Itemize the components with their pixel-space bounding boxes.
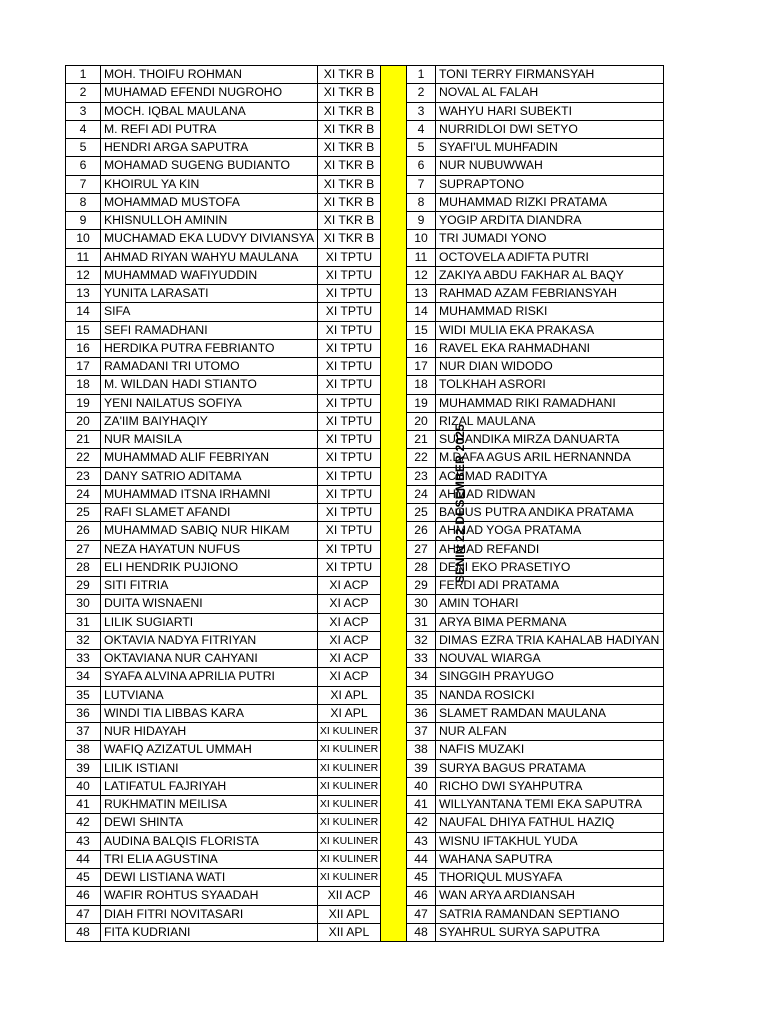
left-row-number: 24 [66,485,101,503]
right-row-number: 34 [407,668,436,686]
right-person-name: SYAFI'UL MUHFADIN [436,139,664,157]
right-row-number: 26 [407,522,436,540]
right-row-number: 21 [407,431,436,449]
left-student-class: XI TKR B [318,66,381,84]
right-person-name: DIMAS EZRA TRIA KAHALAB HADIYAN [436,631,664,649]
right-row-number: 46 [407,887,436,905]
left-student-name: NUR HIDAYAH [101,723,318,741]
table-row [66,613,664,631]
left-row-number: 21 [66,431,101,449]
right-person-name: OCTOVELA ADIFTA PUTRI [436,248,664,266]
left-row-number: 20 [66,412,101,430]
left-row-number: 43 [66,832,101,850]
table-row [66,339,664,357]
left-row-number: 26 [66,522,101,540]
left-student-name: WAFIQ AZIZATUL UMMAH [101,741,318,759]
left-row-number: 9 [66,212,101,230]
table-row [66,558,664,576]
right-row-number: 41 [407,796,436,814]
left-student-class: XI ACP [318,595,381,613]
right-row-number: 12 [407,266,436,284]
right-person-name: WIDI MULIA EKA PRAKASA [436,321,664,339]
left-student-class: XII APL [318,905,381,923]
table-row [66,358,664,376]
table-row [66,485,664,503]
left-student-class: XI TPTU [318,339,381,357]
table-row [66,540,664,558]
left-row-number: 23 [66,467,101,485]
left-student-name: MOHAMMAD MUSTOFA [101,193,318,211]
table-row [66,285,664,303]
right-person-name: AMIN TOHARI [436,595,664,613]
right-row-number: 17 [407,358,436,376]
left-student-class: XII ACP [318,887,381,905]
left-student-name: TRI ELIA AGUSTINA [101,850,318,868]
right-row-number: 22 [407,449,436,467]
table-row [66,577,664,595]
right-person-name: SLAMET RAMDAN MAULANA [436,704,664,722]
left-row-number: 1 [66,66,101,84]
right-row-number: 7 [407,175,436,193]
table-row [66,869,664,887]
left-row-number: 30 [66,595,101,613]
left-student-name: MUHAMAD EFENDI NUGROHO [101,84,318,102]
left-student-class: XI TKR B [318,102,381,120]
left-student-name: DEWI LISTIANA WATI [101,869,318,887]
left-student-name: OKTAVIANA NUR CAHYANI [101,650,318,668]
left-student-name: AUDINA BALQIS FLORISTA [101,832,318,850]
left-student-class: XI TKR B [318,157,381,175]
table-row [66,704,664,722]
left-student-class: XI TKR B [318,120,381,138]
right-row-number: 37 [407,723,436,741]
left-row-number: 28 [66,558,101,576]
left-student-name: MUHAMMAD SABIQ NUR HIKAM [101,522,318,540]
left-row-number: 29 [66,577,101,595]
right-person-name: MUHAMMAD RISKI [436,303,664,321]
left-student-class: XI KULINER [318,777,381,795]
left-student-class: XI TPTU [318,358,381,376]
right-person-name: M.DAFA AGUS ARIL HERNANNDA [436,449,664,467]
left-student-class: XI TPTU [318,376,381,394]
table-row [66,412,664,430]
left-row-number: 15 [66,321,101,339]
left-student-name: WINDI TIA LIBBAS KARA [101,704,318,722]
table-row [66,850,664,868]
left-student-name: OKTAVIA NADYA FITRIYAN [101,631,318,649]
left-row-number: 32 [66,631,101,649]
left-student-class: XI TPTU [318,449,381,467]
right-row-number: 32 [407,631,436,649]
date-label: SENIN 22 DESEMBER 2025 [453,423,468,584]
left-student-class: XI TPTU [318,467,381,485]
left-student-class: XI KULINER [318,814,381,832]
left-row-number: 19 [66,394,101,412]
left-student-name: AHMAD RIYAN WAHYU MAULANA [101,248,318,266]
left-student-class: XI TKR B [318,139,381,157]
left-student-class: XI TKR B [318,230,381,248]
right-person-name: NOVAL AL FALAH [436,84,664,102]
left-student-name: HENDRI ARGA SAPUTRA [101,139,318,157]
right-row-number: 4 [407,120,436,138]
left-row-number: 5 [66,139,101,157]
left-row-number: 42 [66,814,101,832]
right-row-number: 39 [407,759,436,777]
left-student-class: XI KULINER [318,723,381,741]
left-row-number: 4 [66,120,101,138]
table-row [66,595,664,613]
left-student-class: XI TPTU [318,540,381,558]
left-row-number: 35 [66,686,101,704]
left-student-name: DANY SATRIO ADITAMA [101,467,318,485]
right-row-number: 8 [407,193,436,211]
left-student-name: HERDIKA PUTRA FEBRIANTO [101,339,318,357]
table-row [66,102,664,120]
right-row-number: 10 [407,230,436,248]
right-person-name: ARYA BIMA PERMANA [436,613,664,631]
right-row-number: 13 [407,285,436,303]
left-row-number: 12 [66,266,101,284]
right-person-name: BAGUS PUTRA ANDIKA PRATAMA [436,504,664,522]
table-row [66,431,664,449]
table-row [66,266,664,284]
table-row [66,449,664,467]
left-student-name: ZA'IIM BAIYHAQIY [101,412,318,430]
right-row-number: 44 [407,850,436,868]
right-row-number: 27 [407,540,436,558]
left-student-name: MUHAMMAD ITSNA IRHAMNI [101,485,318,503]
left-student-class: XI TPTU [318,431,381,449]
right-person-name: TRI JUMADI YONO [436,230,664,248]
left-student-name: MOHAMAD SUGENG BUDIANTO [101,157,318,175]
left-row-number: 46 [66,887,101,905]
left-student-name: LILIK ISTIANI [101,759,318,777]
table-row [66,668,664,686]
left-row-number: 48 [66,923,101,941]
right-row-number: 15 [407,321,436,339]
right-person-name: FERDI ADI PRATAMA [436,577,664,595]
attendance-sheet [65,65,663,941]
left-student-class: XI TPTU [318,558,381,576]
table-row [66,157,664,175]
table-row [66,212,664,230]
left-row-number: 40 [66,777,101,795]
left-student-class: XI KULINER [318,741,381,759]
left-student-name: LATIFATUL FAJRIYAH [101,777,318,795]
table-row [66,650,664,668]
table-row [66,139,664,157]
table-row [66,120,664,138]
right-row-number: 9 [407,212,436,230]
left-student-class: XI TPTU [318,394,381,412]
left-row-number: 22 [66,449,101,467]
roster-table [65,65,664,942]
table-row [66,193,664,211]
left-student-name: SIFA [101,303,318,321]
right-person-name: NAUFAL DHIYA FATHUL HAZIQ [436,814,664,832]
right-person-name: NANDA ROSICKI [436,686,664,704]
left-student-class: XI TPTU [318,504,381,522]
left-student-name: DEWI SHINTA [101,814,318,832]
left-student-name: RAMADANI TRI UTOMO [101,358,318,376]
table-row [66,321,664,339]
right-row-number: 47 [407,905,436,923]
table-row [66,905,664,923]
left-row-number: 18 [66,376,101,394]
right-person-name: WAN ARYA ARDIANSAH [436,887,664,905]
right-row-number: 30 [407,595,436,613]
table-row [66,832,664,850]
right-row-number: 14 [407,303,436,321]
left-student-class: XI TPTU [318,522,381,540]
left-row-number: 6 [66,157,101,175]
right-person-name: TONI TERRY FIRMANSYAH [436,66,664,84]
table-row [66,759,664,777]
left-student-class: XI KULINER [318,759,381,777]
table-row [66,686,664,704]
left-student-class: XI ACP [318,631,381,649]
right-person-name: THORIQUL MUSYAFA [436,869,664,887]
left-row-number: 16 [66,339,101,357]
right-row-number: 5 [407,139,436,157]
left-student-class: XI KULINER [318,869,381,887]
right-person-name: RICHO DWI SYAHPUTRA [436,777,664,795]
table-row [66,175,664,193]
table-row [66,394,664,412]
left-student-name: DIAH FITRI NOVITASARI [101,905,318,923]
right-row-number: 43 [407,832,436,850]
left-student-name: MUCHAMAD EKA LUDVY DIVIANSYA [101,230,318,248]
right-row-number: 38 [407,741,436,759]
right-person-name: SUHANDIKA MIRZA DANUARTA [436,431,664,449]
left-student-class: XI APL [318,686,381,704]
left-row-number: 3 [66,102,101,120]
left-student-class: XI KULINER [318,850,381,868]
left-row-number: 27 [66,540,101,558]
right-person-name: NUR DIAN WIDODO [436,358,664,376]
left-row-number: 17 [66,358,101,376]
left-student-class: XI TPTU [318,485,381,503]
left-student-name: NEZA HAYATUN NUFUS [101,540,318,558]
right-row-number: 31 [407,613,436,631]
right-row-number: 33 [407,650,436,668]
left-student-name: NUR MAISILA [101,431,318,449]
left-student-name: SYAFA ALVINA APRILIA PUTRI [101,668,318,686]
left-student-name: RUKHMATIN MEILISA [101,796,318,814]
left-row-number: 37 [66,723,101,741]
left-row-number: 31 [66,613,101,631]
left-student-name: RAFI SLAMET AFANDI [101,504,318,522]
left-student-name: MOCH. IQBAL MAULANA [101,102,318,120]
left-row-number: 39 [66,759,101,777]
left-student-name: LILIK SUGIARTI [101,613,318,631]
left-row-number: 45 [66,869,101,887]
right-row-number: 45 [407,869,436,887]
right-person-name: WAHANA SAPUTRA [436,850,664,868]
right-row-number: 1 [407,66,436,84]
right-row-number: 11 [407,248,436,266]
table-row [66,723,664,741]
left-row-number: 13 [66,285,101,303]
table-row [66,631,664,649]
right-person-name: NURRIDLOI DWI SETYO [436,120,664,138]
left-student-name: FITA KUDRIANI [101,923,318,941]
left-row-number: 33 [66,650,101,668]
right-row-number: 28 [407,558,436,576]
left-student-class: XI KULINER [318,832,381,850]
left-student-name: SITI FITRIA [101,577,318,595]
left-row-number: 44 [66,850,101,868]
left-row-number: 7 [66,175,101,193]
right-person-name: AHMAD RIDWAN [436,485,664,503]
right-row-number: 18 [407,376,436,394]
left-row-number: 8 [66,193,101,211]
right-person-name: ACHMAD RADITYA [436,467,664,485]
left-row-number: 11 [66,248,101,266]
left-student-class: XI APL [318,704,381,722]
table-row [66,814,664,832]
table-row [66,66,664,84]
left-student-class: XI TPTU [318,321,381,339]
left-student-name: MUHAMMAD WAFIYUDDIN [101,266,318,284]
right-person-name: SURYA BAGUS PRATAMA [436,759,664,777]
right-row-number: 20 [407,412,436,430]
left-student-name: M. WILDAN HADI STIANTO [101,376,318,394]
table-row [66,796,664,814]
left-student-class: XI KULINER [318,796,381,814]
right-person-name: AHMAD YOGA PRATAMA [436,522,664,540]
left-student-class: XI TKR B [318,193,381,211]
table-row [66,741,664,759]
left-student-name: SEFI RAMADHANI [101,321,318,339]
left-row-number: 36 [66,704,101,722]
left-student-class: XI TKR B [318,84,381,102]
left-student-name: KHISNULLOH AMININ [101,212,318,230]
table-row [66,504,664,522]
left-student-name: DUITA WISNAENI [101,595,318,613]
left-student-class: XII APL [318,923,381,941]
right-person-name: RIZAL MAULANA [436,412,664,430]
left-row-number: 34 [66,668,101,686]
left-student-class: XI TKR B [318,175,381,193]
right-row-number: 6 [407,157,436,175]
right-person-name: NUR NUBUWWAH [436,157,664,175]
right-person-name: YOGIP ARDITA DIANDRA [436,212,664,230]
left-student-class: XI TPTU [318,303,381,321]
right-row-number: 48 [407,923,436,941]
right-person-name: NOUVAL WIARGA [436,650,664,668]
right-row-number: 29 [407,577,436,595]
right-row-number: 25 [407,504,436,522]
left-student-name: LUTVIANA [101,686,318,704]
right-person-name: NUR ALFAN [436,723,664,741]
right-person-name: AHMAD REFANDI [436,540,664,558]
left-student-class: XI TPTU [318,412,381,430]
left-student-class: XI ACP [318,668,381,686]
left-student-name: YENI NAILATUS SOFIYA [101,394,318,412]
right-person-name: DENI EKO PRASETIYO [436,558,664,576]
left-student-class: XI TPTU [318,248,381,266]
table-row [66,923,664,941]
left-student-name: YUNITA LARASATI [101,285,318,303]
right-person-name: MUHAMMAD RIKI RAMADHANI [436,394,664,412]
left-student-name: KHOIRUL YA KIN [101,175,318,193]
right-person-name: SATRIA RAMANDAN SEPTIANO [436,905,664,923]
right-row-number: 42 [407,814,436,832]
table-row [66,522,664,540]
right-person-name: NAFIS MUZAKI [436,741,664,759]
right-person-name: SINGGIH PRAYUGO [436,668,664,686]
right-row-number: 40 [407,777,436,795]
right-row-number: 35 [407,686,436,704]
right-person-name: SYAHRUL SURYA SAPUTRA [436,923,664,941]
right-row-number: 36 [407,704,436,722]
table-row [66,376,664,394]
right-person-name: RAHMAD AZAM FEBRIANSYAH [436,285,664,303]
right-person-name: WAHYU HARI SUBEKTI [436,102,664,120]
right-row-number: 3 [407,102,436,120]
right-person-name: WISNU IFTAKHUL YUDA [436,832,664,850]
right-person-name: SUPRAPTONO [436,175,664,193]
left-student-class: XI TPTU [318,266,381,284]
left-student-class: XI ACP [318,650,381,668]
left-student-name: M. REFI ADI PUTRA [101,120,318,138]
right-person-name: MUHAMMAD RIZKI PRATAMA [436,193,664,211]
left-row-number: 10 [66,230,101,248]
left-student-class: XI ACP [318,613,381,631]
right-row-number: 23 [407,467,436,485]
table-row [66,303,664,321]
table-row [66,248,664,266]
left-row-number: 14 [66,303,101,321]
right-person-name: ZAKIYA ABDU FAKHAR AL BAQY [436,266,664,284]
left-student-name: MOH. THOIFU ROHMAN [101,66,318,84]
right-row-number: 24 [407,485,436,503]
right-row-number: 16 [407,339,436,357]
right-row-number: 19 [407,394,436,412]
table-row [66,84,664,102]
left-row-number: 38 [66,741,101,759]
table-row [66,777,664,795]
table-row [66,230,664,248]
left-student-name: WAFIR ROHTUS SYAADAH [101,887,318,905]
table-row [66,887,664,905]
left-student-class: XI TPTU [318,285,381,303]
left-student-class: XI ACP [318,577,381,595]
left-row-number: 47 [66,905,101,923]
right-person-name: WILLYANTANA TEMI EKA SAPUTRA [436,796,664,814]
left-row-number: 2 [66,84,101,102]
left-student-name: ELI HENDRIK PUJIONO [101,558,318,576]
right-person-name: RAVEL EKA RAHMADHANI [436,339,664,357]
right-row-number: 2 [407,84,436,102]
left-student-name: MUHAMMAD ALIF FEBRIYAN [101,449,318,467]
left-student-class: XI TKR B [318,212,381,230]
left-row-number: 25 [66,504,101,522]
left-row-number: 41 [66,796,101,814]
right-person-name: TOLKHAH ASRORI [436,376,664,394]
table-row [66,467,664,485]
